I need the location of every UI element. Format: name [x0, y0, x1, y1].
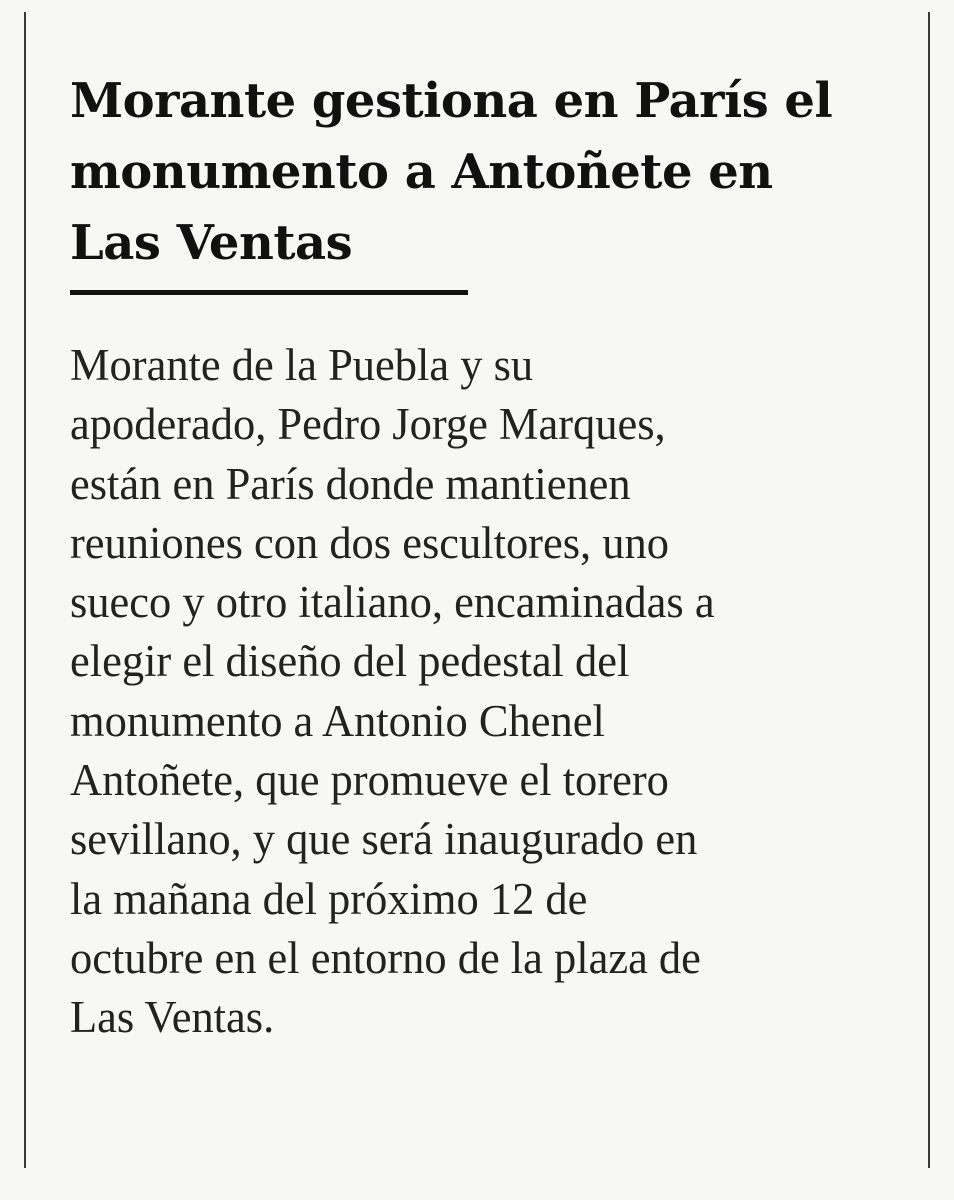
body-line: apoderado, Pedro Jorge Marques, — [70, 399, 666, 450]
left-column-rule — [24, 12, 26, 1168]
body-line: elegir el diseño del pedestal del — [70, 636, 630, 687]
headline-line: Morante gestiona en París el — [70, 73, 833, 129]
headline-line: Las Ventas — [70, 215, 353, 271]
body-line: están en París donde mantienen — [70, 458, 631, 509]
headline-divider — [70, 290, 468, 295]
body-line: sevillano, y que será inaugurado en — [70, 814, 698, 865]
body-line: monumento a Antonio Chenel — [70, 695, 605, 746]
right-column-rule — [928, 12, 930, 1168]
article-headline — [70, 66, 910, 279]
body-line: Las Ventas. — [70, 992, 275, 1043]
body-line: sueco y otro italiano, encaminadas a — [70, 577, 715, 628]
article-body — [70, 336, 920, 1048]
body-line: la mañana del próximo 12 de — [70, 873, 588, 924]
body-line: reuniones con dos escultores, uno — [70, 517, 669, 568]
body-line: octubre en el entorno de la plaza de — [70, 932, 701, 983]
body-line: Antoñete, que promueve el torero — [70, 755, 669, 806]
body-line: Morante de la Puebla y su — [70, 340, 534, 390]
headline-line: monumento a Antoñete en — [70, 144, 773, 200]
